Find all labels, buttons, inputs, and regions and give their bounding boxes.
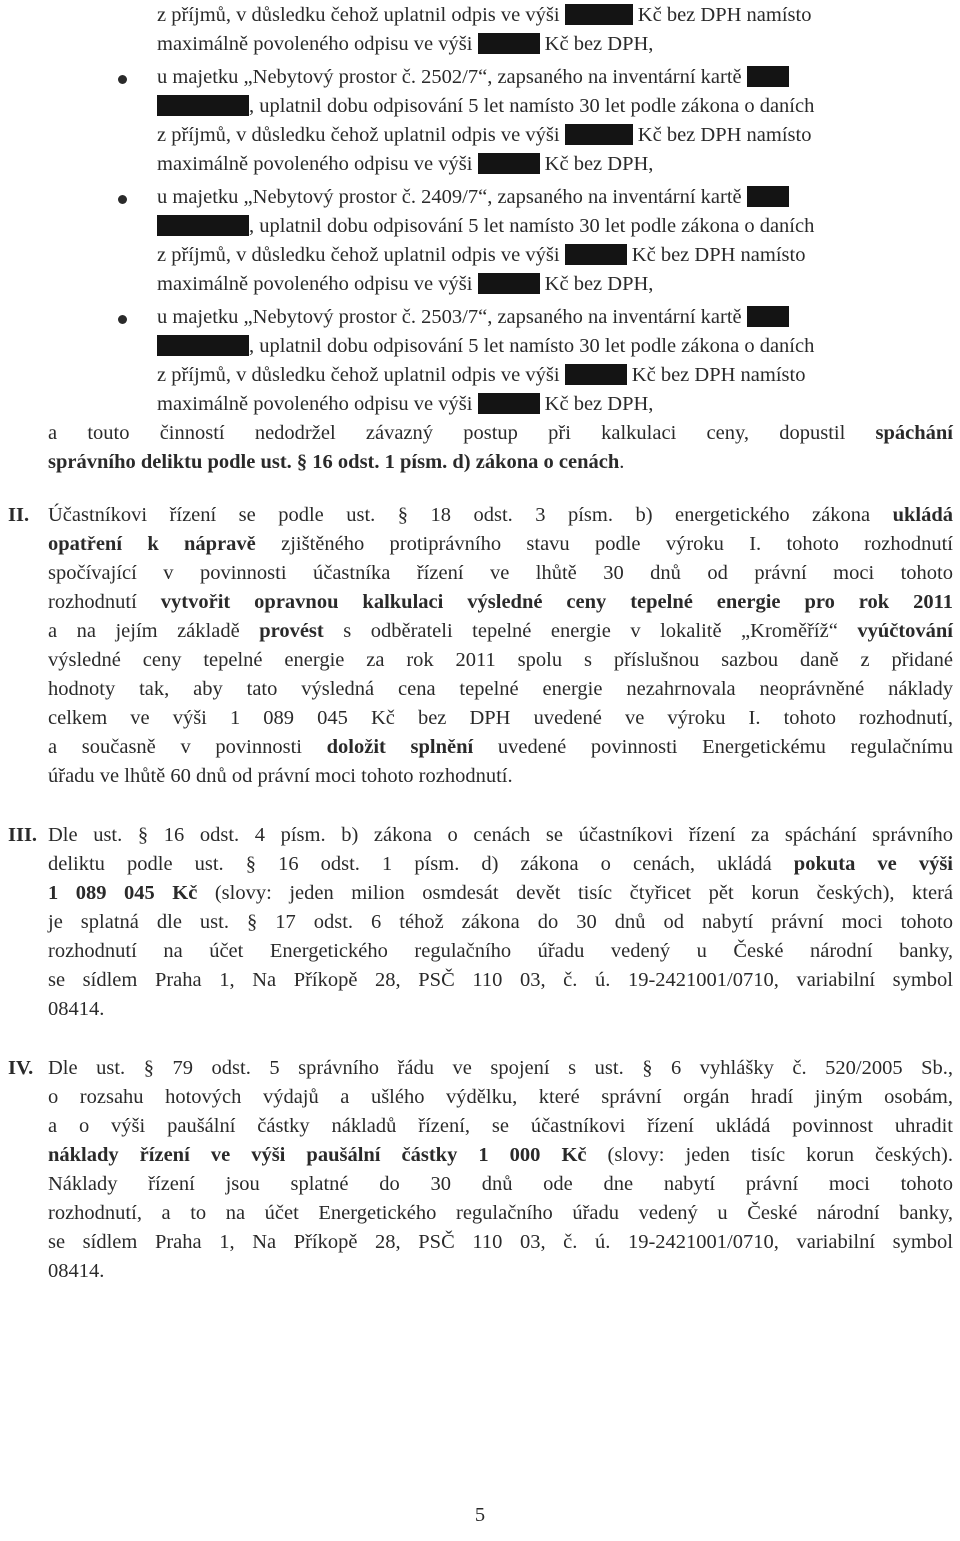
- bullet-3-line-4: maximálně povoleného odpisu ve výši Kč bez DPH,: [157, 273, 654, 295]
- section-iv-line-5: Náklady řízení jsou splatné do 30 dnů ode dne nabytí právní moci tohoto: [48, 1173, 953, 1195]
- section-ii-line-1: Účastníkovi řízení se podle ust. § 18 odst. 3 písm. b) energetického zákona ukládá: [48, 504, 953, 526]
- section-iii-line-2: deliktu podle ust. § 16 odst. 1 písm. d) zákona o cenách, ukládá pokuta ve výši: [48, 853, 953, 875]
- redaction-block: [565, 124, 633, 145]
- bullet-marker: [118, 315, 127, 324]
- section-ii-line-8: celkem ve výši 1 089 045 Kč bez DPH uvedené ve výroku I. tohoto rozhodnutí,: [48, 707, 953, 729]
- section-ii-line-3: spočívající v povinnosti účastníka řízení ve lhůtě 30 dnů od právní moci tohoto: [48, 562, 953, 584]
- redaction-block: [478, 273, 540, 294]
- bullet-1-line-4: maximálně povoleného odpisu ve výši Kč bez DPH,: [157, 33, 654, 55]
- redaction-block: [747, 186, 789, 207]
- section-iv-line-4: náklady řízení ve výši paušální částky 1 000 Kč (slovy: jeden tisíc korun českých).: [48, 1144, 953, 1166]
- section-iii-line-3: 1 089 045 Kč (slovy: jeden milion osmdesát devět tisíc čtyřicet pět korun českých), která: [48, 882, 954, 904]
- bullet-3-line-3: z příjmů, v důsledku čehož uplatnil odpis ve výši Kč bez DPH namísto: [157, 244, 806, 266]
- bullet-1-line-3: z příjmů, v důsledku čehož uplatnil odpis ve výši Kč bez DPH namísto: [157, 4, 812, 26]
- section-iv-line-8: 08414.: [48, 1260, 105, 1282]
- section-ii-line-9: a současně v povinnosti doložit splnění uvedené povinnosti Energetickému regulačnímu: [48, 736, 953, 758]
- section-iv-line-2: o rozsahu hotových výdajů a ušlého výdělku, které správní orgán hradí jiným osobám,: [48, 1086, 953, 1108]
- bullet-4-line-1: u majetku „Nebytový prostor č. 2503/7“, zapsaného na inventární kartě: [157, 304, 789, 331]
- redaction-block: [565, 4, 633, 25]
- section-iii-line-4: je splatná dle ust. § 17 odst. 6 téhož zákona do 30 dnů od nabytí právní moci tohoto: [48, 911, 953, 933]
- section-ii-line-5: a na jejím základě provést s odběrateli tepelné energie v lokalitě „Kroměříž“ vyúčtování: [48, 620, 953, 642]
- redaction-block: [157, 215, 249, 236]
- bullet-3-line-2: , uplatnil dobu odpisování 5 let namísto 30 let podle zákona o daních: [157, 213, 814, 240]
- section-iv-line-1: Dle ust. § 79 odst. 5 správního řádu ve spojení s ust. § 6 vyhlášky č. 520/2005 Sb.,: [48, 1057, 953, 1079]
- bullet-2-line-2: , uplatnil dobu odpisování 5 let namísto 30 let podle zákona o daních: [157, 93, 814, 120]
- bullet-marker: [118, 195, 127, 204]
- redaction-block: [478, 33, 540, 54]
- redaction-block: [747, 306, 789, 327]
- section-iv-line-3: a o výši paušální částky nákladů řízení, se účastníkovi řízení ukládá povinnost uhradit: [48, 1115, 953, 1137]
- section-iii-line-7: 08414.: [48, 998, 105, 1020]
- redaction-block: [565, 244, 627, 265]
- section-label-iv: IV.: [8, 1057, 34, 1079]
- section-ii-line-7: hodnoty tak, aby tato výsledná cena tepelné energie nezahrnovala neoprávněné náklady: [48, 678, 953, 700]
- section-iv-line-7: se sídlem Praha 1, Na Příkopě 28, PSČ 110 03, č. ú. 19-2421001/0710, variabilní symbol: [48, 1231, 953, 1253]
- section-iv-line-6: rozhodnutí, a to na účet Energetického regulačního úřadu vedený u České národní banky,: [48, 1202, 953, 1224]
- page-number: 5: [474, 1504, 486, 1526]
- redaction-block: [157, 95, 249, 116]
- redaction-block: [478, 153, 540, 174]
- section-label-iii: III.: [8, 824, 38, 846]
- closing-line-2: správního deliktu podle ust. § 16 odst. 1 písm. d) zákona o cenách.: [48, 451, 625, 473]
- bullet-2-line-4: maximálně povoleného odpisu ve výši Kč bez DPH,: [157, 153, 654, 175]
- redaction-block: [157, 335, 249, 356]
- section-iii-line-5: rozhodnutí na účet Energetického regulačního úřadu vedený u České národní banky,: [48, 940, 953, 962]
- bullet-4-line-3: z příjmů, v důsledku čehož uplatnil odpis ve výši Kč bez DPH namísto: [157, 364, 806, 386]
- section-iii-line-1: Dle ust. § 16 odst. 4 písm. b) zákona o cenách se účastníkovi řízení za spáchání správního: [48, 824, 953, 846]
- section-ii-line-2: opatření k nápravě zjištěného protiprávního stavu podle výroku I. tohoto rozhodnutí: [48, 533, 953, 555]
- bullet-4-line-4: maximálně povoleného odpisu ve výši Kč bez DPH,: [157, 393, 654, 415]
- section-ii-line-4: rozhodnutí vytvořit opravnou kalkulaci výsledné ceny tepelné energie pro rok 2011: [48, 591, 953, 613]
- bullet-marker: [118, 75, 127, 84]
- redaction-block: [565, 364, 627, 385]
- section-label-ii: II.: [8, 504, 30, 526]
- bullet-2-line-1: u majetku „Nebytový prostor č. 2502/7“, zapsaného na inventární kartě: [157, 64, 789, 91]
- section-iii-line-6: se sídlem Praha 1, Na Příkopě 28, PSČ 110 03, č. ú. 19-2421001/0710, variabilní symbol: [48, 969, 953, 991]
- closing-line-1: a touto činností nedodržel závazný postup při kalkulaci ceny, dopustil spáchání: [48, 422, 953, 444]
- bullet-4-line-2: , uplatnil dobu odpisování 5 let namísto 30 let podle zákona o daních: [157, 333, 814, 360]
- redaction-block: [747, 66, 789, 87]
- bullet-3-line-1: u majetku „Nebytový prostor č. 2409/7“, zapsaného na inventární kartě: [157, 184, 789, 211]
- section-ii-line-6: výsledné ceny tepelné energie za rok 2011 spolu s příslušnou sazbou daně z přidané: [48, 649, 953, 671]
- bullet-2-line-3: z příjmů, v důsledku čehož uplatnil odpis ve výši Kč bez DPH namísto: [157, 124, 812, 146]
- redaction-block: [478, 393, 540, 414]
- section-ii-line-10: úřadu ve lhůtě 60 dnů od právní moci tohoto rozhodnutí.: [48, 765, 513, 787]
